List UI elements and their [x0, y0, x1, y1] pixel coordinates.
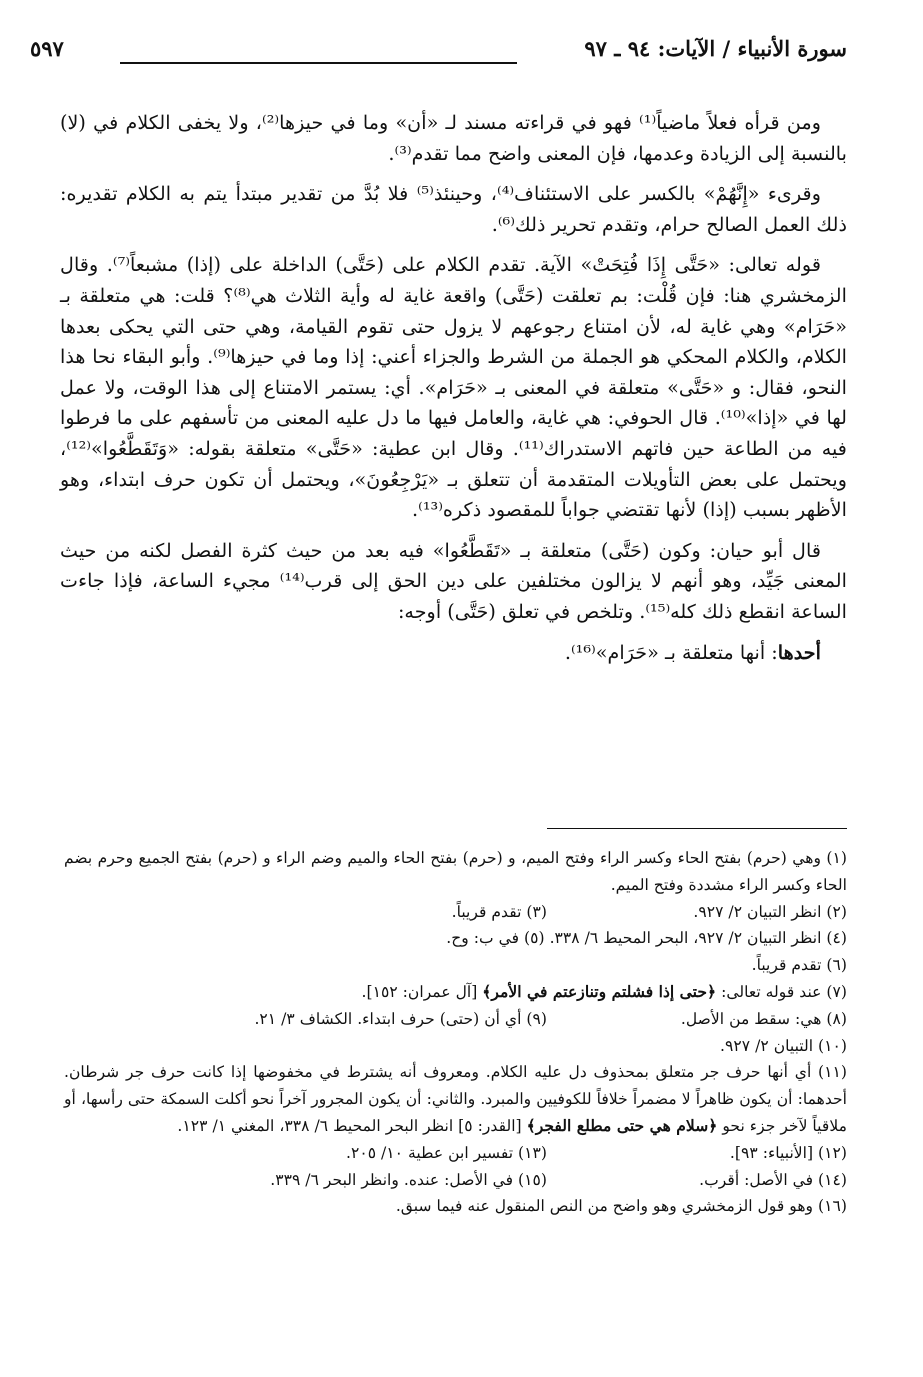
- footnote-7-suffix: [آل عمران: ١٥٢].: [361, 982, 483, 1001]
- footnote-4-5: (٤) انظر التبيان ٢/ ٩٢٧، البحر المحيط ٦/ ٣٣٨. (٥) في ب: وح.: [446, 929, 847, 948]
- footnote-13: (١٣) تفسير ابن عطية ١٠/ ٢٠٥.: [345, 1143, 547, 1162]
- footnote-11-quote: ﴿سلام هي حتى مطلع الفجر﴾: [526, 1115, 718, 1135]
- footnote-16: (١٦) وهو قول الزمخشري وهو واضح من النص المنقول عنه فيما سبق.: [395, 1197, 847, 1216]
- paragraph-5: [60, 638, 847, 669]
- footnote-11: [64, 1059, 847, 1139]
- paragraph-3: قوله تعالى: «حَتَّى إِذَا فُتِحَتْ» الآية. تقدم الكلام على (حَتَّى) الداخلة على (إذا) مشبعاً⁽⁷⁾. وقال الزمخشري هنا: فإن قُلْت: بم تعلقت (حَتَّى) واقعة غاية له وأية الثلاث هي⁽⁸⁾؟ قلت: هي متعلقة بـ «حَرَام» وهي غاية له، لأن امتناع رجوعهم لا يزول حتى تقوم القيامة، وهي حتى التي يحكى بعدها الكلام، والكلام المحكي هو الجملة من الشرط والجزاء أعني: إذا وما في حيزها⁽⁹⁾. وأبو البقاء نحا هذا النحو، فقال: و «حَتَّى» متعلقة في المعنى بـ «حَرَام». أي: يستمر الامتناع إلى هذا الوقت، ولا عمل لها في «إذا»⁽¹⁰⁾. قال الحوفي: هي غاية، والعامل فيها ما دل عليه المعنى من تأسفهم على ما فرطوا فيه من الطاعة حين فاتهم الاستدراك⁽¹¹⁾. وقال ابن عطية: «حَتَّى» متعلقة بقوله: «وَتَقَطَّعُوا»⁽¹²⁾، ويحتمل على بعض التأويلات المتقدمة أن تتعلق بـ «يَرْجِعُونَ»، ويحتمل أن تكون حرف ابتداء، وهو الأظهر بسبب (إذا) لأنها تقتضي جواباً للمقصود ذكره⁽¹³⁾.: [60, 253, 847, 522]
- bold-word: أحدها: [777, 640, 821, 664]
- footnote-7: [64, 979, 847, 1006]
- footnote-12: (١٢) [الأنبياء: ٩٣].: [729, 1143, 847, 1162]
- footnote-9: (٩) أي أن (حتى) حرف ابتداء. الكشاف ٣/ ٢١.: [254, 1009, 547, 1028]
- footnote-3: (٣) تقدم قريباً.: [451, 902, 547, 921]
- footnote-row-14-15: [64, 1167, 847, 1194]
- paragraph-1: ومن قرأه فعلاً ماضياً⁽¹⁾ فهو في قراءته مسند لـ «أن» وما في حيزها⁽²⁾، ولا يخفى الكلام في (لا) بالنسبة إلى الزيادة وعدمها، فإن المعنى واضح مما تقدم⁽³⁾.: [60, 111, 847, 165]
- paragraph-2: وقرىء «إِنَّهُمْ» بالكسر على الاستئناف⁽⁴⁾، وحينئذ⁽⁵⁾ فلا بُدَّ من تقدير مبتدأ يتم به الكلام تقديره: ذلك العمل الصالح حرام، وتقدم تحرير ذلك⁽⁶⁾.: [60, 182, 847, 236]
- footnote-row-2-3: [64, 899, 847, 926]
- footnote-separator: [547, 828, 847, 829]
- footnote-10: (١٠) التبيان ٢/ ٩٢٧.: [720, 1036, 847, 1055]
- footnote-7-prefix: (٧) عند قوله تعالى:: [716, 982, 847, 1001]
- footnote-14: (١٤) في الأصل: أقرب.: [699, 1170, 847, 1189]
- footnote-6: (٦) تقدم قريباً.: [751, 956, 847, 975]
- header-rule: [120, 62, 517, 64]
- running-header: [30, 36, 847, 70]
- footnote-row-12-13: [64, 1140, 847, 1167]
- page-number: ٥٩٧: [30, 36, 64, 61]
- footnote-11-b: [القدر: ٥] انظر البحر المحيط ٦/ ٣٣٨، المغني ١/ ١٢٣.: [177, 1116, 527, 1135]
- footnote-1: (١) وهي (حرم) بفتح الحاء وكسر الراء وفتح الميم، و (حرم) بفتح الحاء والميم وضم الراء و (حرم) بفتح الجميع وحرم بضم الحاء وكسر الراء مشددة وفتح الميم.: [64, 849, 847, 894]
- paragraph-5-rest: : أنها متعلقة بـ «حَرَام»⁽¹⁶⁾.: [564, 640, 778, 664]
- paragraph-4: قال أبو حيان: وكون (حَتَّى) متعلقة بـ «تَقَطَّعُوا» فيه بعد من حيث كثرة الفصل لكنه من حيث المعنى جَيِّد، وهو أنهم لا يزالون مختلفين على دين الحق إلى قرب⁽¹⁴⁾ مجيء الساعة، فإذا جاءت الساعة انقطع ذلك كله⁽¹⁵⁾. وتلخص في تعلق (حَتَّى) أوجه:: [60, 538, 847, 623]
- main-text: [60, 108, 847, 678]
- footnotes: [64, 845, 847, 1220]
- footnote-8: (٨) هي: سقط من الأصل.: [680, 1009, 847, 1028]
- surah-title: سورة الأنبياء / الآيات: ٩٤ ـ ٩٧: [584, 36, 847, 61]
- footnote-row-8-9: [64, 1006, 847, 1033]
- footnote-2: (٢) انظر التبيان ٢/ ٩٢٧.: [693, 902, 847, 921]
- footnote-15: (١٥) في الأصل: عنده. وانظر البحر ٦/ ٣٣٩.: [270, 1170, 547, 1189]
- footnote-7-quote: ﴿حتى إذا فشلتم وتنازعتم في الأمر﴾: [482, 981, 717, 1001]
- footnote-11-a: (١١) أي أنها حرف جر متعلق بمحذوف دل عليه الكلام. ومعروف أنه يشترط في مخفوضها إذا كانت حرف جر شرطان. أحدهما: أن يكون ظاهراً لا مضمراً خلافاً للكوفيين والمبرد. والثاني: أن يكون المجرور آخراً نحو أكلت السمكة حتى رأسها، أو ملاقياً لآخر جزء نحو: [64, 1063, 847, 1135]
